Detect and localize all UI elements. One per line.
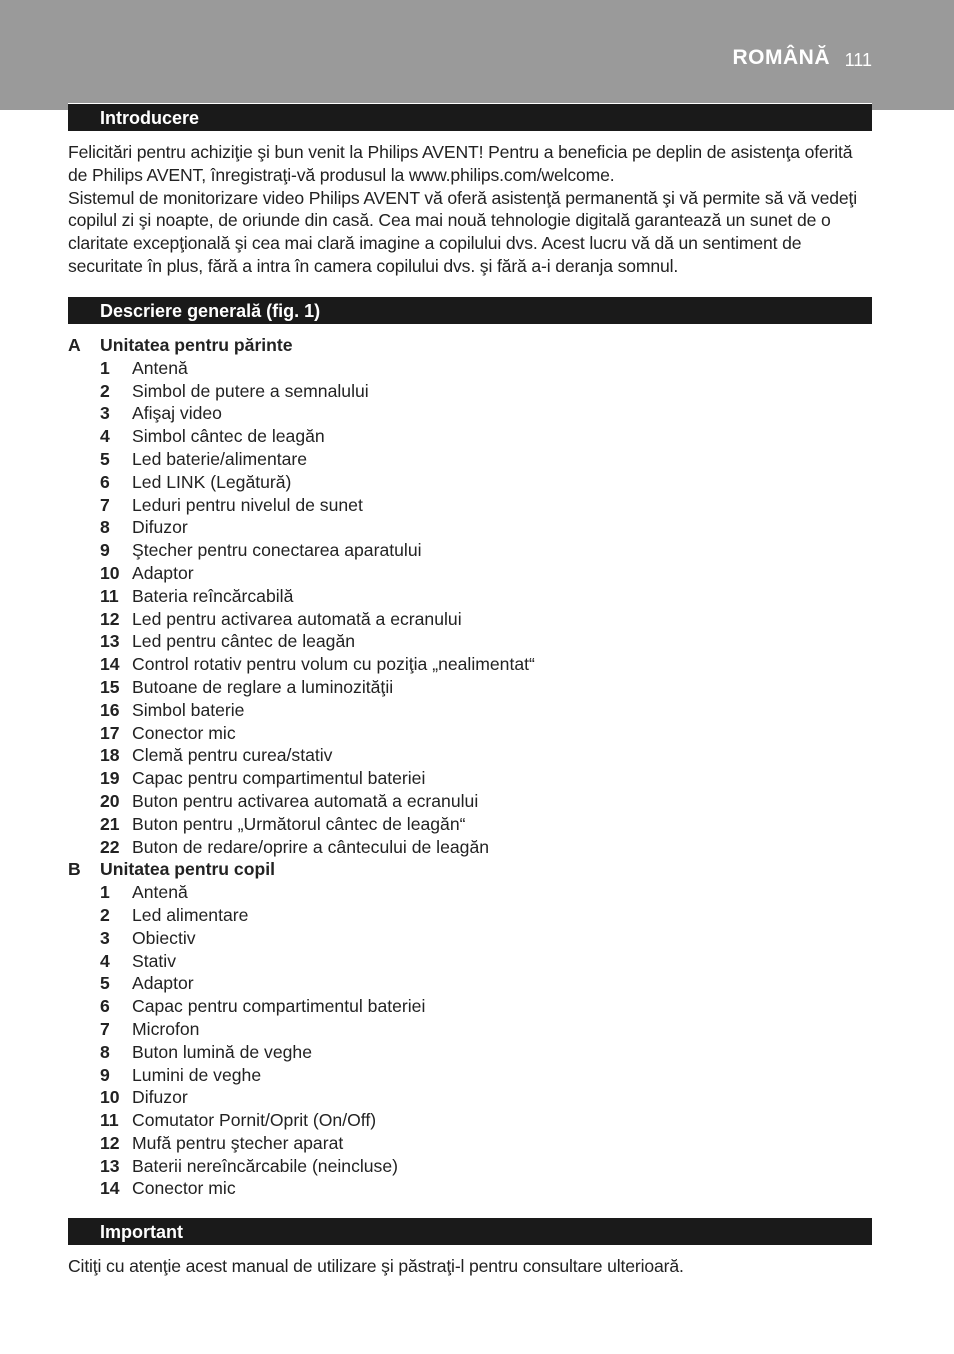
section-header-important <box>68 1217 872 1245</box>
item-label: Conector mic <box>132 1178 236 1199</box>
intro-paragraph-2: Sistemul de monitorizare video Philips AVENT vă oferă asistenţă permanentă şi vă permite să vă vedeţi copilul zi şi noapte, de oriunde din casă. Cea mai nouă tehnologie digitală garantează un sunet de o claritate excepţională şi cea mai clară imagine a copilului dvs. Acest lucru vă dă un sentiment de securitate în plus, fără a intra în camera copilului dvs. şi fără a-i deranja somnul. <box>68 187 858 276</box>
list-item <box>68 1132 874 1155</box>
item-number: 6 <box>100 471 110 492</box>
section-title-important: Important <box>100 1222 183 1242</box>
list-item <box>68 813 874 836</box>
item-label: Clemă pentru curea/stativ <box>132 745 333 766</box>
section-title-overview: Descriere generală (fig. 1) <box>100 301 321 321</box>
item-number: 7 <box>100 1018 110 1039</box>
list-item <box>68 380 874 403</box>
list-item <box>68 995 874 1018</box>
section-header-intro <box>68 103 872 131</box>
item-number: 22 <box>100 836 120 857</box>
item-label: Buton de redare/oprire a cântecului de leagăn <box>132 836 490 857</box>
section-header-overview <box>68 296 872 324</box>
list-item <box>68 425 874 448</box>
item-label: Lumini de veghe <box>132 1064 262 1085</box>
list-item <box>68 676 874 699</box>
item-label: Difuzor <box>132 517 188 538</box>
group-title: Unitatea pentru părinte <box>100 335 293 355</box>
item-number: 9 <box>100 1064 110 1085</box>
list-item <box>68 448 874 471</box>
item-label: Difuzor <box>132 1087 188 1108</box>
list-item <box>68 516 874 539</box>
item-label: Simbol baterie <box>132 699 245 720</box>
list-item <box>68 494 874 517</box>
item-label: Adaptor <box>132 973 194 994</box>
group-letter: A <box>68 335 81 355</box>
list-item <box>68 562 874 585</box>
list-item <box>68 653 874 676</box>
item-number: 2 <box>100 380 110 401</box>
group-header <box>68 858 874 881</box>
item-label: Microfon <box>132 1018 200 1039</box>
item-label: Afişaj video <box>132 403 222 424</box>
list-item <box>68 790 874 813</box>
intro-text <box>68 141 874 278</box>
item-number: 14 <box>100 654 120 675</box>
item-number: 3 <box>100 927 110 948</box>
list-item <box>68 471 874 494</box>
list-item <box>68 767 874 790</box>
list-item <box>68 904 874 927</box>
item-label: Baterii nereîncărcabile (neincluse) <box>132 1155 398 1176</box>
item-number: 14 <box>100 1178 120 1199</box>
item-label: Mufă pentru ştecher aparat <box>132 1132 344 1153</box>
item-label: Led baterie/alimentare <box>132 448 308 469</box>
item-label: Antenă <box>132 357 188 378</box>
item-number: 11 <box>100 1110 119 1131</box>
item-number: 15 <box>100 676 120 697</box>
page-number: 111 <box>844 50 872 70</box>
item-label: Buton pentru activarea automată a ecranului <box>132 790 479 811</box>
item-number: 5 <box>100 448 110 469</box>
item-number: 20 <box>100 790 120 811</box>
item-label: Conector mic <box>132 722 236 743</box>
list-item <box>68 630 874 653</box>
item-label: Capac pentru compartimentul bateriei <box>132 768 426 789</box>
item-number: 13 <box>100 1155 120 1176</box>
item-label: Led pentru activarea automată a ecranului <box>132 608 462 629</box>
item-number: 21 <box>100 813 120 834</box>
item-label: Led LINK (Legătură) <box>132 471 292 492</box>
item-label: Buton pentru „Următorul cântec de leagăn“ <box>132 813 466 834</box>
important-text <box>68 1255 874 1278</box>
list-item <box>68 539 874 562</box>
item-number: 10 <box>100 562 120 583</box>
item-label: Leduri pentru nivelul de sunet <box>132 494 363 515</box>
item-label: Bateria reîncărcabilă <box>132 585 294 606</box>
item-number: 12 <box>100 608 120 629</box>
item-number: 8 <box>100 517 110 538</box>
item-label: Antenă <box>132 882 188 903</box>
item-number: 12 <box>100 1132 120 1153</box>
list-item <box>68 836 874 859</box>
item-number: 2 <box>100 904 110 925</box>
item-label: Ştecher pentru conectarea aparatului <box>132 540 422 561</box>
item-label: Comutator Pornit/Oprit (On/Off) <box>132 1110 377 1131</box>
list-item <box>68 699 874 722</box>
list-item <box>68 1041 874 1064</box>
page-header <box>0 0 954 110</box>
group-letter: B <box>68 859 81 880</box>
list-item <box>68 1018 874 1041</box>
item-number: 10 <box>100 1087 120 1108</box>
list-item <box>68 972 874 995</box>
list-item <box>68 1109 874 1132</box>
section-title-intro: Introducere <box>100 108 200 128</box>
item-number: 18 <box>100 745 120 766</box>
group-title: Unitatea pentru copil <box>100 859 275 880</box>
item-number: 4 <box>100 426 110 447</box>
item-label: Control rotativ pentru volum cu poziţia „nealimentat“ <box>132 654 535 675</box>
language-label: ROMÂNĂ <box>732 46 830 69</box>
item-label: Capac pentru compartimentul bateriei <box>132 996 426 1017</box>
item-label: Led alimentare <box>132 904 249 925</box>
list-item <box>68 585 874 608</box>
item-number: 16 <box>100 699 120 720</box>
item-number: 9 <box>100 540 110 561</box>
item-number: 11 <box>100 585 119 606</box>
intro-paragraph-1: Felicitări pentru achiziţie şi bun venit la Philips AVENT! Pentru a beneficia pe deplin de asistenţa oferită de Philips AVENT, înregistraţi-vă produsul la www.philips.com/welcome. <box>68 142 853 185</box>
list-item <box>68 722 874 745</box>
list-item <box>68 402 874 425</box>
item-number: 8 <box>100 1041 110 1062</box>
important-paragraph: Citiţi cu atenţie acest manual de utilizare şi păstraţi-l pentru consultare ulterioară. <box>68 1256 684 1276</box>
item-label: Butoane de reglare a luminozităţii <box>132 676 394 697</box>
item-number: 7 <box>100 494 110 515</box>
item-label: Led pentru cântec de leagăn <box>132 631 356 652</box>
group-header <box>68 334 874 357</box>
item-number: 19 <box>100 768 120 789</box>
item-label: Stativ <box>132 950 177 971</box>
list-item <box>68 927 874 950</box>
item-label: Simbol de putere a semnalului <box>132 380 369 401</box>
item-number: 3 <box>100 403 110 424</box>
item-number: 17 <box>100 722 120 743</box>
list-item <box>68 950 874 973</box>
item-label: Buton lumină de veghe <box>132 1041 312 1062</box>
item-number: 5 <box>100 973 110 994</box>
item-number: 13 <box>100 631 120 652</box>
list-item <box>68 1155 874 1178</box>
item-number: 1 <box>100 357 110 378</box>
list-item <box>68 881 874 904</box>
list-item <box>68 1086 874 1109</box>
item-number: 6 <box>100 996 110 1017</box>
list-item <box>68 1177 874 1200</box>
item-label: Adaptor <box>132 562 194 583</box>
list-item <box>68 608 874 631</box>
overview-list <box>68 334 874 1200</box>
item-label: Simbol cântec de leagăn <box>132 426 325 447</box>
item-number: 4 <box>100 950 110 971</box>
list-item <box>68 357 874 380</box>
item-label: Obiectiv <box>132 927 196 948</box>
list-item <box>68 1064 874 1087</box>
item-number: 1 <box>100 882 110 903</box>
list-item <box>68 744 874 767</box>
